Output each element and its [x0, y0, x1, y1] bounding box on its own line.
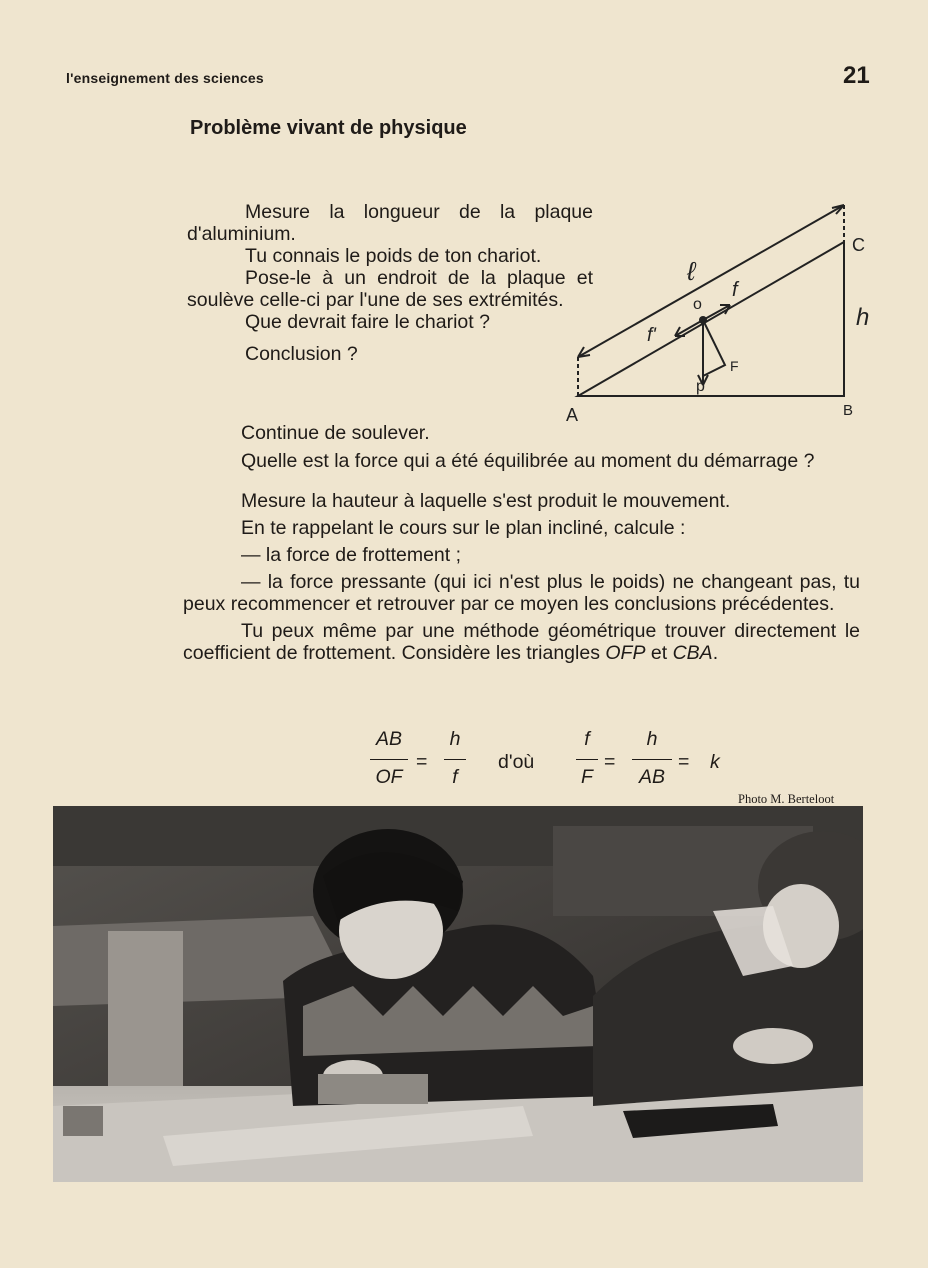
paragraph: Continue de soulever.	[241, 422, 430, 444]
fraction-numerator: h	[646, 728, 658, 750]
fraction-numerator: h	[449, 728, 461, 750]
and-word: et	[650, 642, 668, 664]
dou-word: d'où	[498, 751, 535, 773]
fraction-h-f	[444, 728, 466, 789]
label-F: F	[730, 358, 739, 374]
classroom-photo	[53, 806, 863, 1182]
fraction-denominator: f	[452, 766, 458, 788]
paragraph: Conclusion ?	[245, 343, 358, 365]
triangle-ofp: OFP	[605, 642, 646, 664]
label-l: ℓ	[687, 256, 696, 286]
label-A: A	[566, 405, 579, 425]
fraction-ab-of	[370, 728, 408, 789]
label-f-prime: f'	[647, 325, 656, 346]
photo-credit: Photo M. Berteloot	[738, 792, 835, 806]
formula	[360, 728, 780, 800]
paragraph-text: Tu peux même par une méthode géométrique trouver directement le coefficient de frottement. Considère les triangles	[183, 620, 860, 664]
fraction-f-F	[576, 728, 598, 789]
fraction-numerator: f	[584, 728, 590, 750]
label-B: B	[843, 402, 854, 419]
paragraph: — la force pressante (qui ici n'est plus le poids) ne changeant pas, tu peux recommencer et retrouver par ce moyen les conclusions précédentes.	[183, 571, 860, 615]
full-stop: .	[712, 642, 719, 664]
fraction-denominator: OF	[375, 766, 403, 788]
paragraph	[183, 620, 860, 664]
paragraph: Pose-le à un endroit de la plaque et soulève celle-ci par l'une de ses extrémités.	[187, 267, 593, 311]
fraction-denominator: F	[581, 766, 593, 788]
equals-sign: =	[604, 751, 616, 773]
paragraph: En te rappelant le cours sur le plan incliné, calcule :	[241, 517, 686, 539]
label-f: f	[732, 279, 738, 301]
label-h: h	[856, 304, 870, 331]
label-C: C	[852, 235, 865, 255]
paragraph: Mesure la longueur de la plaque d'aluminium.	[187, 201, 593, 245]
paragraph: Quelle est la force qui a été équilibrée au moment du démarrage ?	[241, 450, 815, 472]
inclined-plane-diagram	[560, 195, 890, 430]
paragraph: Tu connais le poids de ton chariot.	[245, 245, 542, 267]
label-o: o	[693, 296, 702, 313]
result-k: k	[710, 751, 720, 773]
label-p: p	[696, 378, 705, 395]
paragraph: Que devrait faire le chariot ?	[245, 311, 490, 333]
equals-sign: =	[678, 751, 690, 773]
fraction-numerator: AB	[375, 728, 402, 750]
paragraph: Mesure la hauteur à laquelle s'est produit le mouvement.	[241, 490, 731, 512]
page-number: 21	[843, 62, 870, 89]
running-title: l'enseignement des sciences	[66, 70, 264, 86]
main-text-column	[183, 422, 860, 664]
article-title: Problème vivant de physique	[190, 117, 467, 139]
force-triangle-F	[703, 320, 725, 376]
fraction-denominator: AB	[638, 766, 665, 788]
equals-sign: =	[416, 751, 428, 773]
triangle-cba: CBA	[672, 642, 713, 664]
fraction-h-ab	[632, 728, 672, 789]
top-text-column	[187, 201, 593, 365]
paragraph: — la force de frottement ;	[241, 544, 462, 566]
